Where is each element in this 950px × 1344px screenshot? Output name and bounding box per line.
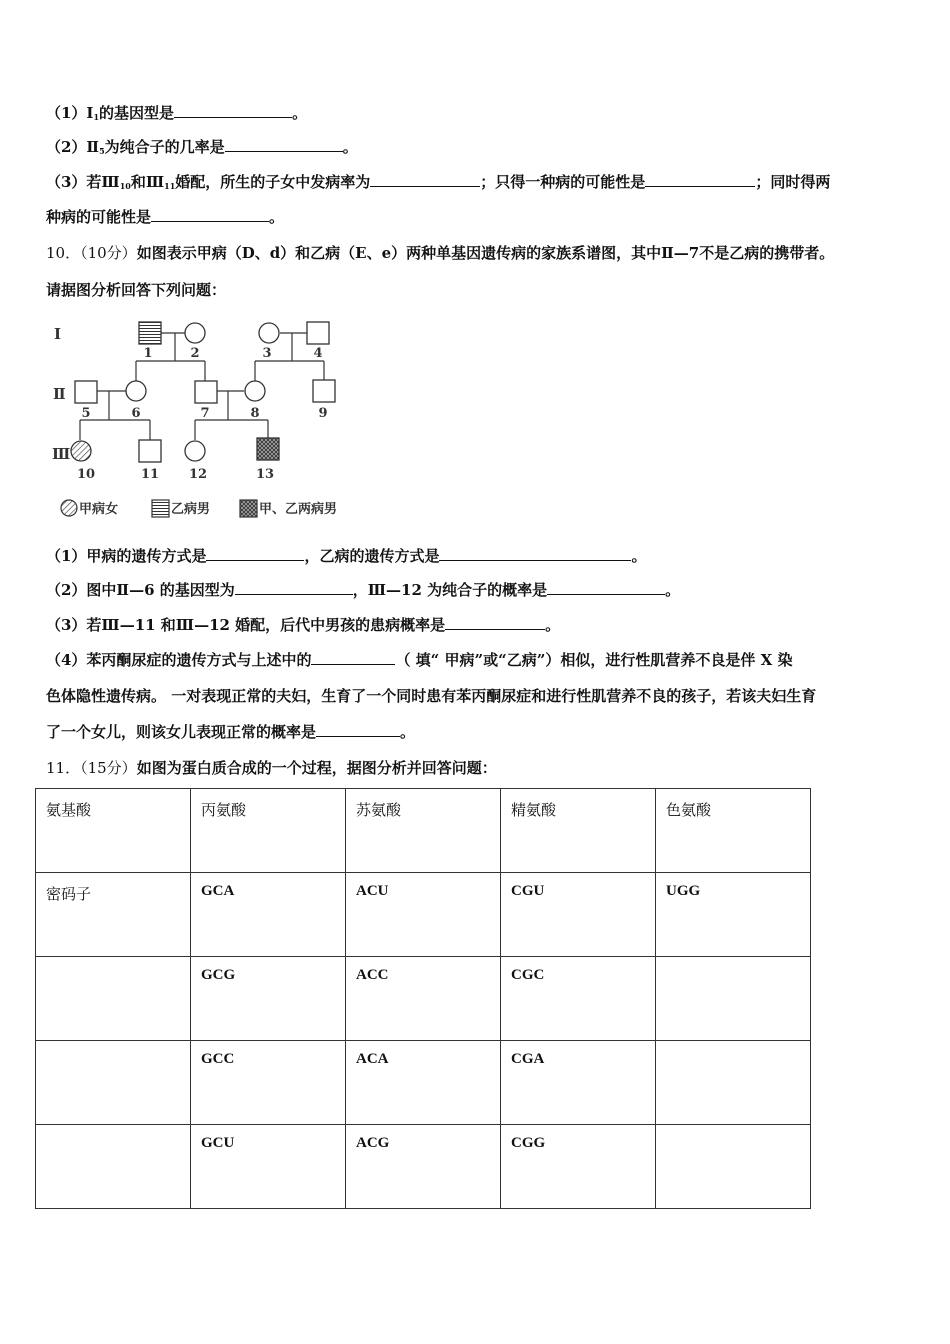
individual-number: 2 xyxy=(190,346,200,361)
subscript: 11 xyxy=(164,181,176,191)
question-number: 11． xyxy=(46,759,81,777)
text: 为纯合子的几率是 xyxy=(104,138,225,156)
individual-13-icon xyxy=(257,438,279,460)
table-header-row xyxy=(36,789,811,873)
individual-1-icon xyxy=(139,322,161,344)
period: 。 xyxy=(269,208,285,226)
q10-stem xyxy=(46,243,834,263)
generation-label: Ⅰ xyxy=(54,325,62,343)
table-header-cell: 色氨酸 xyxy=(656,789,811,873)
table-header-cell: 苏氨酸 xyxy=(346,789,501,873)
table-cell xyxy=(36,957,191,1041)
table-header-cell: 精氨酸 xyxy=(501,789,656,873)
subscript: 5 xyxy=(99,146,105,156)
label: （2）Ⅱ xyxy=(46,138,100,156)
individual-11-icon xyxy=(139,440,161,462)
individual-6-icon xyxy=(126,381,146,401)
text: ；同时得两 xyxy=(755,173,831,191)
text: （2）图中Ⅱ—6 的基因型为 xyxy=(46,581,235,599)
q10-stem-cont xyxy=(46,280,226,300)
answer-blank[interactable] xyxy=(151,207,269,222)
period: 。 xyxy=(342,138,358,156)
table-cell: ACA xyxy=(346,1041,501,1125)
period: 。 xyxy=(545,616,561,634)
individual-7-icon xyxy=(195,381,217,403)
q10-part4-cont2 xyxy=(46,722,415,742)
text: 种病的可能性是 xyxy=(46,208,152,226)
q11-stem xyxy=(46,758,497,778)
text: ；只得一种病的可能性是 xyxy=(480,173,646,191)
table-cell xyxy=(656,1041,811,1125)
label: （1）Ⅰ xyxy=(46,104,94,122)
individual-number: 7 xyxy=(200,406,210,421)
individual-number: 10 xyxy=(76,467,96,482)
table-header-cell: 丙氨酸 xyxy=(191,789,346,873)
table-cell: GCG xyxy=(191,957,346,1041)
individual-number: 9 xyxy=(318,406,328,421)
question-text: 如图表示甲病（D、d）和乙病（E、e）两种单基因遗传病的家族系谱图，其中Ⅱ—7不是乙病的携带者。 xyxy=(136,244,835,262)
text: （3）若Ⅲ—11 和Ⅲ—12 婚配，后代中男孩的患病概率是 xyxy=(46,616,446,634)
individual-number: 6 xyxy=(131,406,141,421)
text: ，Ⅲ—12 为纯合子的概率是 xyxy=(352,581,548,599)
table-row xyxy=(36,957,811,1041)
table-cell: ACC xyxy=(346,957,501,1041)
individual-3-icon xyxy=(259,323,279,343)
question-score: （15分） xyxy=(80,759,137,777)
legend-hatched-circle-icon xyxy=(61,500,77,516)
table-cell: GCU xyxy=(191,1125,346,1209)
individual-8-icon xyxy=(245,381,265,401)
individual-5-icon xyxy=(75,381,97,403)
table-cell: UGG xyxy=(656,873,811,957)
table-cell: ACU xyxy=(346,873,501,957)
text: 色体隐性遗传病。 一对表现正常的夫妇，生育了一个同时患有苯丙酮尿症和进行性肌营养不良的孩子，若该夫妇生育 xyxy=(46,687,817,705)
table-cell xyxy=(656,957,811,1041)
q9-part2 xyxy=(46,137,358,161)
table-cell xyxy=(656,1125,811,1209)
answer-blank[interactable] xyxy=(370,172,480,187)
period: 。 xyxy=(665,581,681,599)
table-cell xyxy=(36,1041,191,1125)
text: （4）苯丙酮尿症的遗传方式与上述中的 xyxy=(46,651,312,669)
q9-part3-cont xyxy=(46,207,284,227)
q9-part3 xyxy=(46,172,830,196)
question-text: 请据图分析回答下列问题： xyxy=(46,281,227,299)
individual-2-icon xyxy=(185,323,205,343)
table-header-cell: 氨基酸 xyxy=(36,789,191,873)
question-number: 10． xyxy=(46,244,81,262)
individual-number: 11 xyxy=(140,467,160,482)
answer-blank[interactable] xyxy=(547,580,665,595)
subscript: 1 xyxy=(93,112,100,122)
table-cell: GCA xyxy=(191,873,346,957)
answer-blank[interactable] xyxy=(235,580,353,595)
table-cell: CGA xyxy=(501,1041,656,1125)
individual-number: 13 xyxy=(255,467,275,482)
table-cell: CGG xyxy=(501,1125,656,1209)
pedigree-chart xyxy=(40,312,380,532)
q10-part1 xyxy=(46,546,646,566)
table-cell: CGC xyxy=(501,957,656,1041)
legend-label: 乙病男 xyxy=(171,502,211,517)
text: （ 填“ 甲病”或“乙病”）相似，进行性肌营养不良是伴 X 染 xyxy=(395,651,793,669)
legend-striped-square-icon xyxy=(152,500,169,517)
label: （3）若Ⅲ xyxy=(46,173,120,191)
individual-4-icon xyxy=(307,322,329,344)
question-score: （10分） xyxy=(80,244,137,262)
answer-blank[interactable] xyxy=(311,650,395,665)
table-cell xyxy=(36,1125,191,1209)
individual-number: 12 xyxy=(188,467,208,482)
individual-number: 3 xyxy=(262,346,272,361)
text: ，乙病的遗传方式是 xyxy=(304,547,440,565)
individual-number: 4 xyxy=(313,346,323,361)
codon-table xyxy=(35,788,811,1209)
table-cell: ACG xyxy=(346,1125,501,1209)
q10-part4 xyxy=(46,650,793,670)
answer-blank[interactable] xyxy=(439,546,631,561)
individual-10-icon xyxy=(71,441,91,461)
answer-blank[interactable] xyxy=(174,103,292,118)
individual-number: 8 xyxy=(250,406,260,421)
q10-part3 xyxy=(46,615,560,635)
table-cell: 密码子 xyxy=(36,873,191,957)
individual-9-icon xyxy=(313,380,335,402)
period: 。 xyxy=(631,547,647,565)
answer-blank[interactable] xyxy=(645,172,755,187)
legend-label: 甲、乙两病男 xyxy=(259,502,338,517)
table-cell: CGU xyxy=(501,873,656,957)
individual-number: 1 xyxy=(143,346,153,361)
period: 。 xyxy=(400,723,416,741)
table-row xyxy=(36,873,811,957)
text: 婚配，所生的子女中发病率为 xyxy=(175,173,371,191)
answer-blank[interactable] xyxy=(316,722,400,737)
q9-part1 xyxy=(46,103,307,127)
answer-blank[interactable] xyxy=(206,546,304,561)
text: 的基因型是 xyxy=(99,104,175,122)
answer-blank[interactable] xyxy=(225,137,343,152)
question-text: 如图为蛋白质合成的一个过程，据图分析并回答问题： xyxy=(136,759,497,777)
table-cell: GCC xyxy=(191,1041,346,1125)
legend-label: 甲病女 xyxy=(79,502,119,517)
answer-blank[interactable] xyxy=(445,615,545,630)
table-row xyxy=(36,1041,811,1125)
individual-12-icon xyxy=(185,441,205,461)
table-row xyxy=(36,1125,811,1209)
text: 和Ⅲ xyxy=(130,173,165,191)
q10-part4-cont xyxy=(46,686,816,706)
generation-label: Ⅲ xyxy=(52,445,71,463)
individual-number: 5 xyxy=(81,406,91,421)
legend-crosshatched-square-icon xyxy=(240,500,257,517)
q10-part2 xyxy=(46,580,680,600)
generation-label: Ⅱ xyxy=(53,385,66,403)
subscript: 10 xyxy=(119,181,131,191)
text: （1）甲病的遗传方式是 xyxy=(46,547,207,565)
text: 了一个女儿，则该女儿表现正常的概率是 xyxy=(46,723,317,741)
period: 。 xyxy=(292,104,308,122)
